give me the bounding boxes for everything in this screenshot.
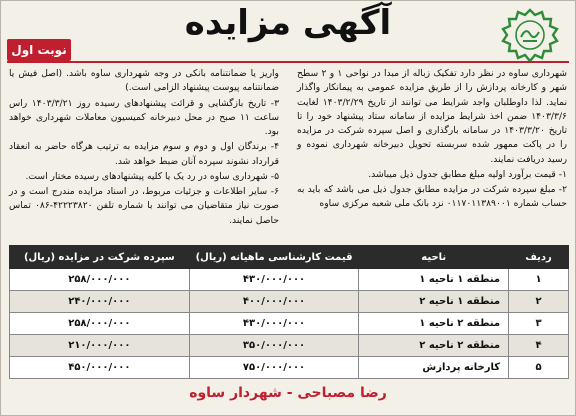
deposit-amount: ۲۵۸/۰۰۰/۰۰۰ — [10, 313, 190, 335]
column-header: ناحیه — [359, 246, 509, 269]
body-paragraph: ۶- سایر اطلاعات و جزئیات مربوط، در اسناد مزایده مندرج است و در صورت نیاز متقاضیان می توانند با شماره تلفن ۴۲۲۲۳۸۲۰-۰۸۶ تماس حاصل نمایند. — [9, 186, 279, 226]
row-number: ۲ — [509, 291, 569, 313]
body-paragraph: ۱- قیمت برآورد اولیه مبلغ مطابق جدول ذیل میباشد. — [368, 168, 567, 180]
table-row — [10, 269, 569, 291]
column-header: ردیف — [509, 246, 569, 269]
expert-price: ۴۰۰/۰۰۰/۰۰۰ — [189, 291, 359, 313]
body-paragraph: شهرداری ساوه در نظر دارد تفکیک زباله از مبدا در نواحی ۱ و ۲ سطح شهر و کارخانه پردازش را از طریق مزایده عمومی به پیمانکار واگذار نماید. لذا داوطلبان واجد شرایط می توانند از تاریخ ۱۴۰۳/۲/۲۹ لغایت ۱۴۰۳/۳/۶ ضمن اخذ شرایط مزایده از سامانه ستاد پیشنهاد خود را تا تاریخ ۱۴۰۳/۳/۲۰ در سامانه بارگذاری و اصل سپرده شرکت در مزایده را در پاکت ممهور شده سربسته تحویل دبیرخانه شهرداری نموده و رسید دریافت نمایند. — [297, 68, 567, 165]
body-left-column — [9, 67, 279, 229]
body-right-column — [297, 67, 567, 213]
body-paragraph: ۲- مبلغ سپرده شرکت در مزایده مطابق جدول ذیل می باشد که باید به حساب شماره ۰۱۱۷۰۱۱۳۸۹۰۰۱ نزد بانک ملی شعبه مرکزی ساوه — [297, 184, 567, 210]
body-paragraph: ۳- تاریخ بازگشایی و قرائت پیشنهادهای رسیده روز ۱۴۰۳/۳/۲۱ راس ساعت ۱۱ صبح در محل دبیرخانه کمیسیون معاملات شهرداری خواهد بود. — [9, 97, 280, 137]
municipality-emblem-icon — [499, 7, 561, 65]
column-header: قیمت کارشناسی ماهیانه (ریال) — [189, 246, 359, 269]
row-number: ۱ — [509, 269, 569, 291]
district-name: منطقه ۲ ناحیه ۲ — [359, 335, 509, 357]
notice-title: آگهی مزایده — [184, 3, 392, 43]
row-number: ۴ — [509, 335, 569, 357]
auction-table — [9, 245, 569, 379]
table-row — [10, 291, 569, 313]
deposit-amount: ۲۵۸/۰۰۰/۰۰۰ — [10, 269, 190, 291]
row-number: ۳ — [509, 313, 569, 335]
expert-price: ۴۳۰/۰۰۰/۰۰۰ — [189, 269, 359, 291]
table-row — [10, 335, 569, 357]
expert-price: ۳۵۰/۰۰۰/۰۰۰ — [189, 335, 359, 357]
expert-price: ۴۳۰/۰۰۰/۰۰۰ — [189, 313, 359, 335]
round-badge: نوبت اول — [7, 39, 71, 61]
district-name: کارخانه پردازش — [359, 357, 509, 379]
mayor-signature: رضا مصباحی - شهردار ساوه — [189, 385, 387, 401]
body-paragraph: واریز یا ضمانتنامه بانکی در وجه شهرداری ساوه باشد. (اصل فیش یا ضمانتنامه پیوست پیشنهاد الزامی است.) — [9, 68, 279, 94]
row-number: ۵ — [509, 357, 569, 379]
divider — [7, 61, 569, 63]
notice-body — [9, 67, 567, 243]
column-header: سپرده شرکت در مزایده (ریال) — [10, 246, 190, 269]
district-name: منطقه ۲ ناحیه ۱ — [359, 313, 509, 335]
table-header-row — [10, 246, 569, 269]
table-row — [10, 357, 569, 379]
body-paragraph: ۴- برندگان اول و دوم و سوم مزایده به ترتیب هرگاه حاضر به انعقاد قرارداد نشوند سپرده آنان ضبط خواهد شد. — [9, 141, 279, 167]
table-row — [10, 313, 569, 335]
district-name: منطقه ۱ ناحیه ۱ — [359, 269, 509, 291]
expert-price: ۷۵۰/۰۰۰/۰۰۰ — [189, 357, 359, 379]
deposit-amount: ۴۵۰/۰۰۰/۰۰۰ — [10, 357, 190, 379]
district-name: منطقه ۱ ناحیه ۲ — [359, 291, 509, 313]
body-paragraph: ۵- شهرداری ساوه در رد یک یا کلیه پیشنهادهای رسیده مختار است. — [25, 170, 279, 182]
deposit-amount: ۲۱۰/۰۰۰/۰۰۰ — [10, 335, 190, 357]
deposit-amount: ۲۴۰/۰۰۰/۰۰۰ — [10, 291, 190, 313]
